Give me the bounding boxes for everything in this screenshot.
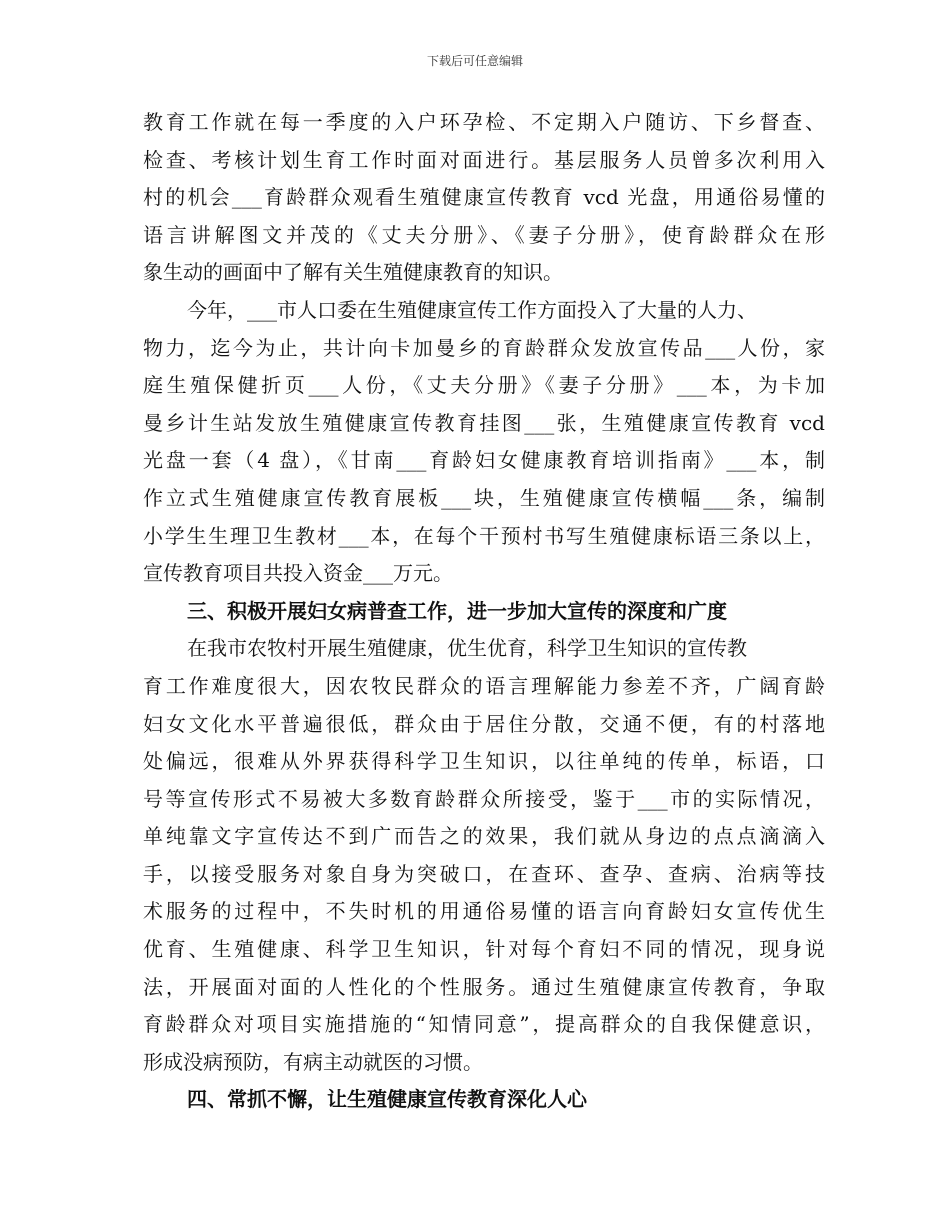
paragraph-first-line: 今年，___市人口委在生殖健康宣传工作方面投入了大量的人力、 — [187, 297, 757, 322]
text-line: 处偏远，很难从外界获得科学卫生知识，以往单纯的传单，标语，口 — [143, 749, 825, 774]
text-line: 法，开展面对面的人性化的个性服务。通过生殖健康宣传教育，争取 — [143, 974, 825, 999]
text-line: 手，以接受服务对象自身为突破口，在查环、查孕、查病、治病等技 — [143, 861, 825, 886]
text-line: 光盘一套（4 盘），《甘南___育龄妇女健康教育培训指南》___本，制 — [143, 448, 825, 473]
text-line: 教育工作就在每一季度的入户环孕检、不定期入户随访、下乡督查、 — [143, 110, 825, 134]
text-line: 妇女文化水平普遍很低，群众由于居住分散，交通不便，有的村落地 — [143, 711, 825, 736]
paragraph-first-line: 在我市农牧村开展生殖健康，优生优育，科学卫生知识的宣传教 — [187, 636, 747, 661]
text-line: 曼乡计生站发放生殖健康宣传教育挂图___张，生殖健康宣传教育 vcd — [143, 410, 825, 435]
text-line: 小学生生理卫生教材___本，在每个干预村书写生殖健康标语三条以上， — [143, 523, 825, 548]
text-line: 术服务的过程中，不失时机的用通俗易懂的语言向育龄妇女宣传优生 — [143, 899, 825, 924]
section-heading-3: 三、积极开展妇女病普查工作，进一步加大宣传的深度和广度 — [187, 598, 727, 623]
text-line: 号等宣传形式不易被大多数育龄群众所接受，鉴于___市的实际情况， — [143, 786, 825, 811]
text-line: 形成没病预防，有病主动就医的习惯。 — [143, 1049, 483, 1074]
text-line: 庭生殖保健折页___人份，《丈夫分册》《妻子分册》___本，为卡加 — [143, 373, 825, 398]
document-body — [143, 104, 825, 1119]
section-heading-4: 四、常抓不懈，让生殖健康宣传教育深化人心 — [187, 1087, 587, 1112]
text-line: 育龄群众对项目实施措施的“知情同意”，提高群众的自我保健意识， — [143, 1012, 825, 1037]
text-line: 优育、生殖健康、科学卫生知识，针对每个育妇不同的情况，现身说 — [143, 937, 825, 962]
text-line: 作立式生殖健康宣传教育展板___块，生殖健康宣传横幅___条，编制 — [143, 485, 825, 510]
text-line: 象生动的画面中了解有关生殖健康教育的知识。 — [143, 260, 563, 285]
text-line: 检查、考核计划生育工作时面对面进行。基层服务人员曾多次利用入 — [143, 147, 825, 172]
page-header-note: 下载后可任意编辑 — [426, 54, 523, 68]
text-line: 宣传教育项目共投入资金___万元。 — [143, 561, 453, 586]
text-line: 物力，迄今为止，共计向卡加曼乡的育龄群众发放宣传品___人份，家 — [143, 335, 825, 360]
text-line: 育工作难度很大，因农牧民群众的语言理解能力参差不齐，广阔育龄 — [143, 673, 825, 698]
text-line: 村的机会___育龄群众观看生殖健康宣传教育 vcd 光盘，用通俗易懂的 — [143, 185, 825, 210]
text-line: 语言讲解图文并茂的《丈夫分册》、《妻子分册》，使育龄群众在形 — [143, 222, 825, 247]
text-line: 单纯靠文字宣传达不到广而告之的效果，我们就从身边的点点滴滴入 — [143, 824, 825, 849]
